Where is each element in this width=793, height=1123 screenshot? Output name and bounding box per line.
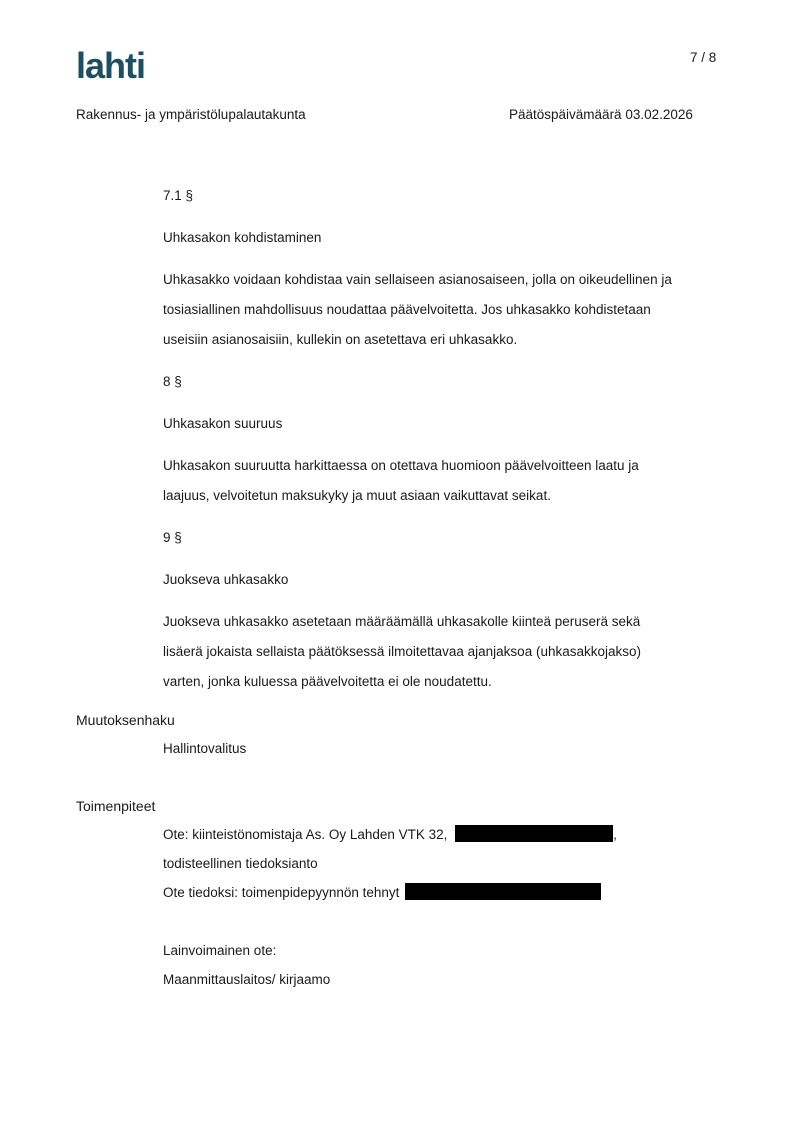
toimenpiteet-line-3: [163, 878, 723, 907]
section-text-line: useisiin asianosaisiin, kullekin on asetettava eri uhkasakko.: [163, 332, 518, 347]
toimenpiteet-line-1: [163, 820, 723, 849]
toimenpiteet-block: [163, 820, 723, 994]
toimenpiteet-line-5: Maanmittauslaitos/ kirjaamo: [163, 972, 331, 987]
section-text-line: Uhkasakon suuruutta harkittaessa on otettava huomioon päävelvoitteen laatu ja: [163, 458, 639, 473]
svg-text:lahti: lahti: [76, 48, 146, 82]
muutoksenhaku-block: [163, 734, 723, 763]
page-number: 7 / 8: [690, 50, 717, 65]
decision-date: Päätöspäivämäärä 03.02.2026: [509, 107, 693, 122]
legal-sections: [163, 181, 723, 697]
section-text-line: Uhkasakko voidaan kohdistaa vain sellaiseen asianosaiseen, jolla on oikeudellinen ja: [163, 272, 672, 287]
toimenpiteet-line-4: Lainvoimainen ote:: [163, 943, 277, 958]
section-title: Juokseva uhkasakko: [163, 572, 289, 587]
muutoksenhaku-value: Hallintovalitus: [163, 741, 247, 756]
recipient-text: Ote: kiinteistönomistaja As. Oy Lahden VTK 32,: [163, 827, 448, 842]
redaction-block: [405, 883, 601, 900]
section-text-line: Juokseva uhkasakko asetetaan määräämällä uhkasakolle kiinteä peruserä sekä: [163, 614, 641, 629]
toimenpiteet-line-2: todisteellinen tiedoksianto: [163, 856, 318, 871]
lahti-logo: [76, 48, 168, 82]
section-number: 8 §: [163, 374, 182, 389]
section-number: 9 §: [163, 530, 182, 545]
section-text-line: tosiasiallinen mahdollisuus noudattaa päävelvoitetta. Jos uhkasakko kohdistetaan: [163, 302, 651, 317]
notice-text: Ote tiedoksi: toimenpidepyynnön tehnyt: [163, 885, 400, 900]
section-number: 7.1 §: [163, 188, 194, 203]
toimenpiteet-heading: Toimenpiteet: [76, 798, 156, 814]
recipient-suffix: ,: [613, 827, 617, 842]
section-text-line: lisäerä jokaista sellaista päätöksessä ilmoitettavaa ajanjaksoa (uhkasakkojakso): [163, 644, 641, 659]
section-title: Uhkasakon kohdistaminen: [163, 230, 322, 245]
section-text-line: varten, jonka kuluessa päävelvoitetta ei ole noudatettu.: [163, 674, 492, 689]
department-name: Rakennus- ja ympäristölupalautakunta: [76, 107, 306, 122]
section-title: Uhkasakon suuruus: [163, 416, 283, 431]
redaction-block: [455, 825, 613, 842]
section-text-line: laajuus, velvoitetun maksukyky ja muut asiaan vaikuttavat seikat.: [163, 488, 551, 503]
muutoksenhaku-heading: Muutoksenhaku: [76, 712, 175, 728]
